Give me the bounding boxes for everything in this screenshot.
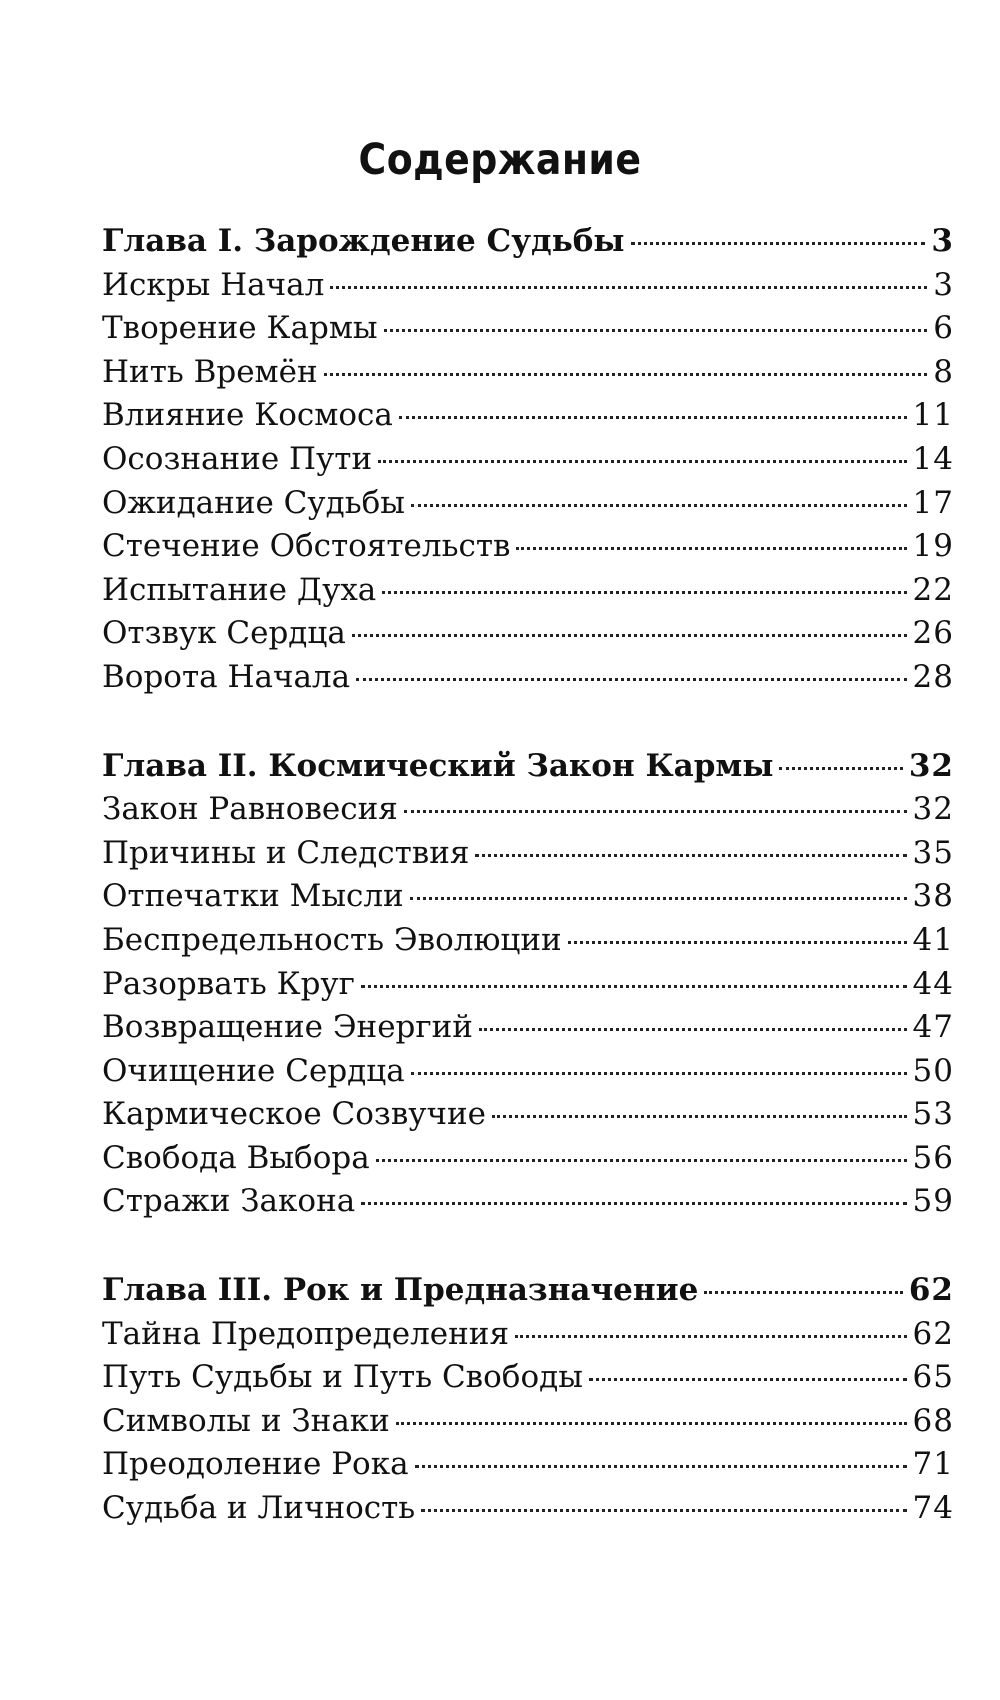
dot-leader [330, 286, 927, 289]
section-title: Стражи Закона [102, 1183, 356, 1220]
dot-leader [382, 591, 906, 594]
dot-leader [411, 1072, 907, 1075]
chapter-title: Глава III. Рок и Предназначение [102, 1272, 699, 1309]
dot-leader [404, 810, 907, 813]
section-entry [102, 1313, 954, 1357]
section-entry [102, 1487, 954, 1531]
section-title: Путь Судьбы и Путь Свободы [102, 1359, 583, 1396]
section-entry [102, 351, 954, 395]
page-number: 11 [912, 397, 954, 434]
section-title: Закон Равновесия [102, 791, 398, 828]
section-title: Кармическое Созвучие [102, 1096, 487, 1133]
dot-leader [631, 242, 926, 245]
page-number: 3 [933, 266, 954, 303]
dot-leader [361, 1202, 906, 1205]
page-number: 44 [912, 965, 954, 1002]
page-number: 41 [912, 921, 954, 958]
page-number: 17 [912, 484, 954, 521]
dot-leader [568, 941, 907, 944]
section-title: Осознание Пути [102, 440, 373, 477]
dot-leader [378, 460, 906, 463]
page-number: 6 [933, 310, 954, 347]
section-title: Ожидание Судьбы [102, 484, 405, 521]
dot-leader [324, 373, 928, 376]
chapter-heading [102, 220, 954, 264]
dot-leader [515, 1335, 907, 1338]
section-entry [102, 1137, 954, 1181]
chapter-heading [102, 745, 954, 789]
chapter-block [102, 745, 954, 1225]
section-entry [102, 656, 954, 700]
dot-leader [376, 1159, 907, 1162]
page-number: 28 [912, 658, 954, 695]
dot-leader [399, 416, 907, 419]
dot-leader [361, 985, 907, 988]
section-title: Нить Времён [102, 353, 318, 390]
dot-leader [475, 854, 906, 857]
page-number: 56 [912, 1139, 954, 1176]
section-entry [102, 919, 954, 963]
chapter-block [102, 220, 954, 700]
dot-leader [396, 1422, 907, 1425]
dot-leader [411, 504, 907, 507]
section-title: Преодоление Рока [102, 1446, 409, 1483]
dot-leader [589, 1378, 907, 1381]
section-title: Творение Кармы [102, 310, 378, 347]
dot-leader [779, 767, 902, 770]
section-entry [102, 1443, 954, 1487]
page-number: 14 [912, 440, 954, 477]
section-entry [102, 394, 954, 438]
page-number: 3 [931, 223, 954, 259]
section-entry [102, 264, 954, 308]
section-entry [102, 1006, 954, 1050]
dot-leader [516, 547, 906, 550]
chapter-title: Глава I. Зарождение Судьбы [102, 223, 625, 259]
dot-leader [356, 678, 906, 681]
dot-leader [704, 1291, 903, 1294]
page-number: 74 [912, 1490, 954, 1527]
section-entry [102, 1050, 954, 1094]
section-entry [102, 788, 954, 832]
page-number: 19 [912, 528, 954, 565]
section-entry [102, 1356, 954, 1400]
section-entry [102, 1093, 954, 1137]
page-number: 53 [912, 1096, 954, 1133]
section-entry [102, 963, 954, 1007]
section-title: Возвращение Энергий [102, 1009, 473, 1046]
page-number: 47 [912, 1009, 954, 1046]
dot-leader [479, 1028, 907, 1031]
section-entry [102, 569, 954, 613]
section-entry [102, 307, 954, 351]
section-title: Беспредельность Эволюции [102, 921, 562, 958]
section-entry [102, 832, 954, 876]
page-number: 26 [912, 615, 954, 652]
section-title: Отпечатки Мысли [102, 878, 404, 915]
section-title: Искры Начал [102, 266, 325, 303]
section-entry [102, 612, 954, 656]
section-entry [102, 525, 954, 569]
section-title: Тайна Предопределения [102, 1315, 509, 1352]
section-title: Судьба и Личность [102, 1490, 416, 1527]
section-entry [102, 438, 954, 482]
section-title: Очищение Сердца [102, 1052, 405, 1089]
page-number: 22 [912, 571, 954, 608]
page-number: 59 [912, 1183, 954, 1220]
section-entry [102, 1180, 954, 1224]
page-number: 35 [912, 834, 954, 871]
section-title: Влияние Космоса [102, 397, 393, 434]
section-title: Разорвать Круг [102, 965, 355, 1002]
chapter-block [102, 1269, 954, 1531]
dot-leader [492, 1115, 907, 1118]
page-number: 38 [912, 878, 954, 915]
page-title: Содержание [358, 135, 642, 185]
page-number: 68 [912, 1402, 954, 1439]
dot-leader [384, 329, 928, 332]
page-number: 62 [912, 1315, 954, 1352]
dot-leader [410, 897, 907, 900]
dot-leader [421, 1509, 906, 1512]
section-title: Ворота Начала [102, 658, 351, 695]
page-number: 71 [912, 1446, 954, 1483]
section-entry [102, 875, 954, 919]
section-title: Стечение Обстоятельств [102, 528, 511, 565]
section-entry [102, 482, 954, 526]
dot-leader [352, 634, 907, 637]
chapter-heading [102, 1269, 954, 1313]
section-title: Свобода Выбора [102, 1139, 370, 1176]
section-entry [102, 1400, 954, 1444]
table-of-contents [102, 220, 954, 1531]
section-title: Причины и Следствия [102, 834, 470, 871]
page-number: 32 [912, 791, 954, 828]
page-number: 50 [912, 1052, 954, 1089]
section-title: Символы и Знаки [102, 1402, 390, 1439]
page-number: 8 [933, 353, 954, 390]
page-number: 32 [908, 747, 954, 784]
section-title: Отзвук Сердца [102, 615, 346, 652]
chapter-title: Глава II. Космический Закон Кармы [102, 747, 774, 784]
page-number: 65 [912, 1359, 954, 1396]
page-number: 62 [908, 1272, 954, 1309]
section-title: Испытание Духа [102, 571, 377, 608]
dot-leader [415, 1465, 907, 1468]
